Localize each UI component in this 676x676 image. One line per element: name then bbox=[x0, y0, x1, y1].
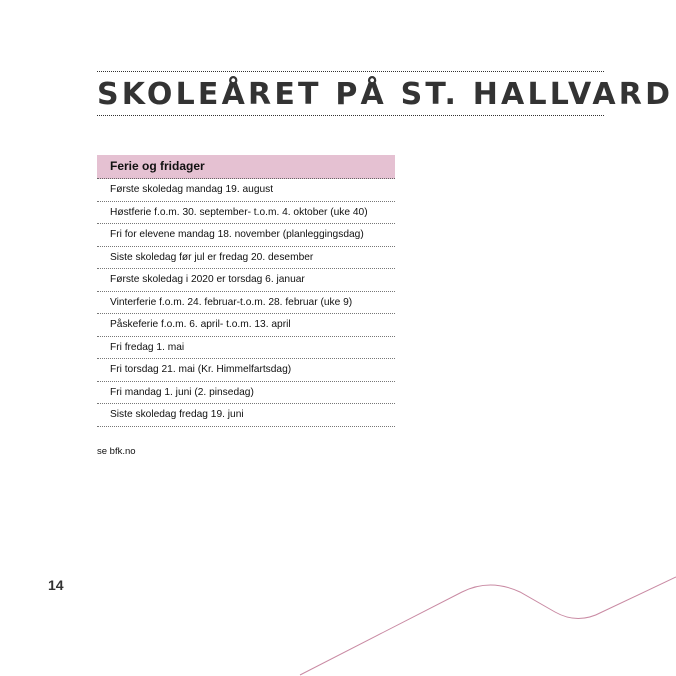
table-row: Påskeferie f.o.m. 6. april- t.o.m. 13. april bbox=[97, 314, 395, 337]
table-row: Fri mandag 1. juni (2. pinsedag) bbox=[97, 382, 395, 405]
source-link-text: se bfk.no bbox=[97, 446, 136, 457]
table-row: Siste skoledag før jul er fredag 20. desember bbox=[97, 247, 395, 270]
title-block bbox=[97, 71, 674, 116]
holiday-table bbox=[97, 155, 395, 427]
page-number: 14 bbox=[48, 577, 64, 593]
table-header: Ferie og fridager bbox=[97, 155, 395, 179]
table-row: Første skoledag mandag 19. august bbox=[97, 179, 395, 202]
page-title: SKOLEÅRET PÅ ST. HALLVARD bbox=[97, 77, 674, 112]
table-row: Fri for elevene mandag 18. november (planleggingsdag) bbox=[97, 224, 395, 247]
decorative-wave-line bbox=[300, 577, 676, 675]
table-row: Første skoledag i 2020 er torsdag 6. januar bbox=[97, 269, 395, 292]
table-row: Fri torsdag 21. mai (Kr. Himmelfartsdag) bbox=[97, 359, 395, 382]
table-row: Siste skoledag fredag 19. juni bbox=[97, 404, 395, 427]
table-row: Fri fredag 1. mai bbox=[97, 337, 395, 360]
table-row: Høstferie f.o.m. 30. september- t.o.m. 4. oktober (uke 40) bbox=[97, 202, 395, 225]
table-row: Vinterferie f.o.m. 24. februar-t.o.m. 28. februar (uke 9) bbox=[97, 292, 395, 315]
